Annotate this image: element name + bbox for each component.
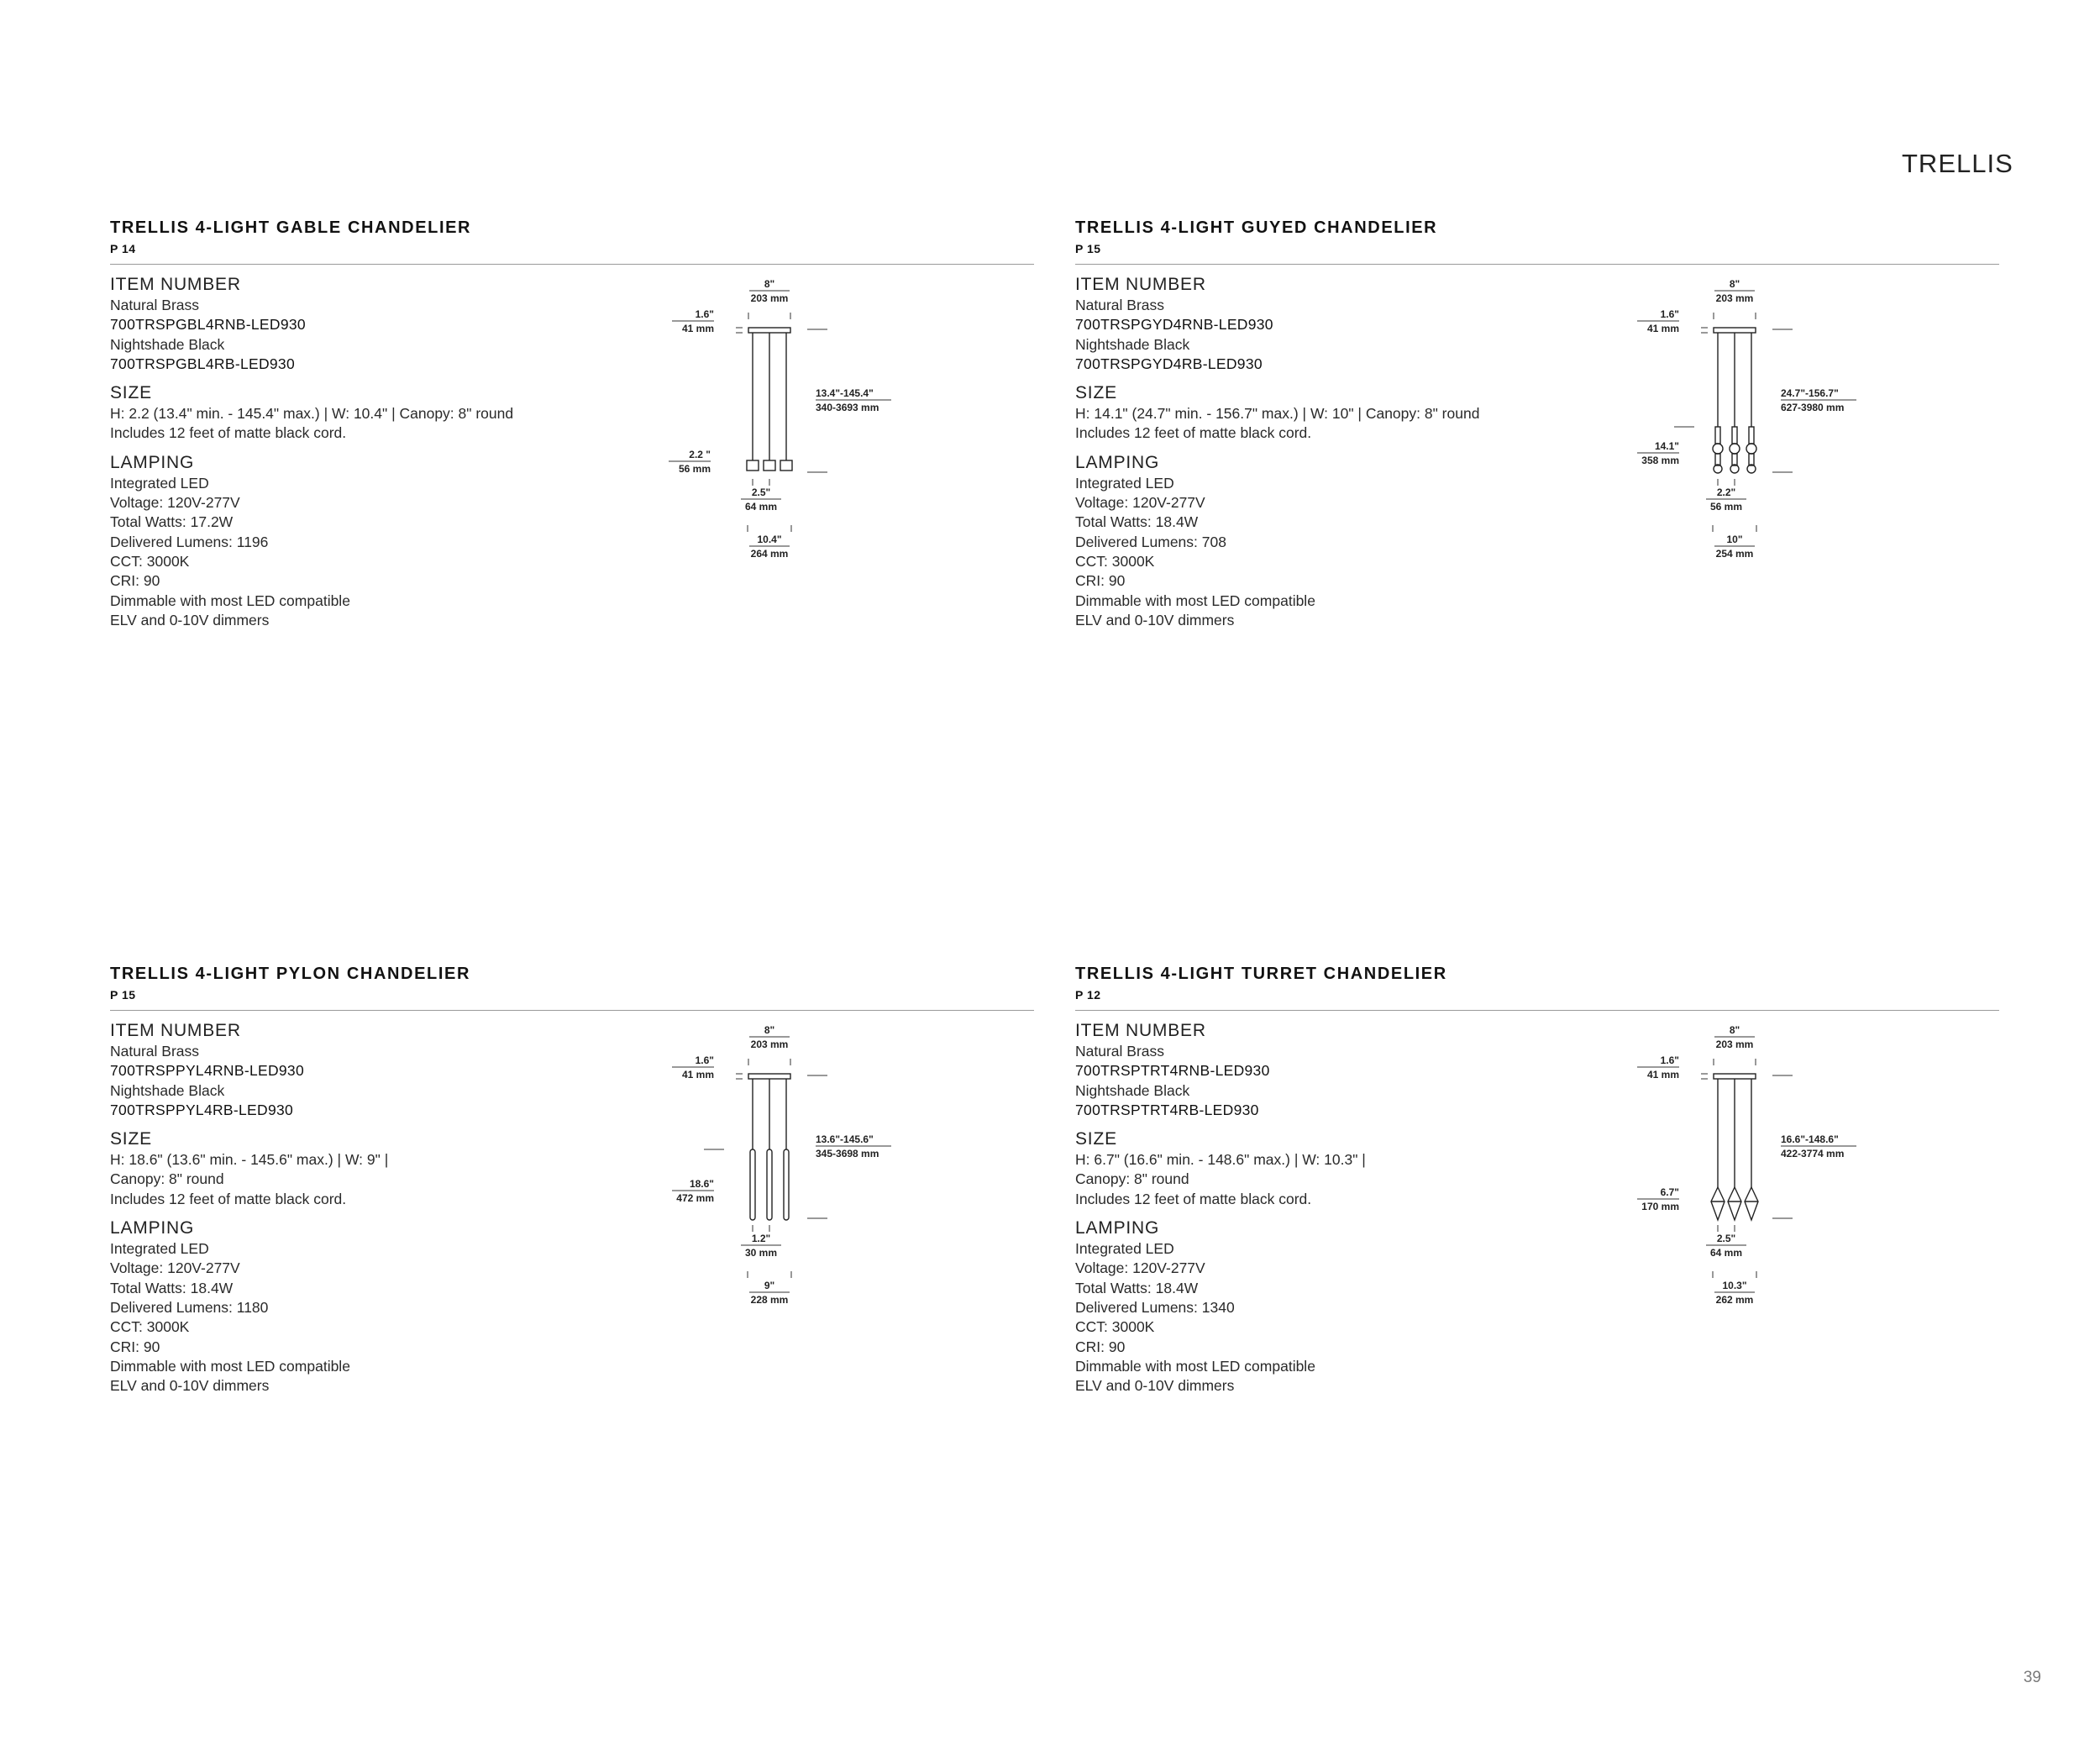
overall-height-ticks (1772, 1075, 1793, 1218)
product-page-ref: P 15 (1075, 242, 1101, 255)
lamping-line: CRI: 90 (110, 1338, 160, 1355)
product-block-pylon (110, 965, 1034, 1435)
canopy-height-dim-mm-label: 41 mm (681, 1069, 714, 1081)
lamping-line: CCT: 3000K (110, 1318, 190, 1336)
canopy-width-dim-in-label: 8" (1729, 1024, 1740, 1036)
canopy-width-dim-mm-label: 203 mm (750, 292, 789, 304)
spacer (1075, 1209, 1546, 1217)
canopy-width-dim-mm-label: 203 mm (1715, 1039, 1754, 1050)
spacing-dim-in-label: 2.5" (751, 486, 771, 498)
fixture-drawing (1711, 1074, 1758, 1220)
canopy-height-ticks (736, 328, 743, 333)
width-dim-in-label: 10" (1726, 534, 1743, 545)
spacer (110, 444, 580, 452)
lamping-line: ELV and 0-10V dimmers (1075, 611, 1235, 628)
lamping-line: ELV and 0-10V dimmers (110, 611, 270, 628)
shade-dim-mm-label: 358 mm (1641, 455, 1679, 466)
lamping-line: Total Watts: 18.4W (1075, 1279, 1199, 1296)
spacing-ticks (1718, 479, 1735, 486)
turret-shade-0 (1711, 1187, 1725, 1220)
spacing-dim-in-label: 2.5" (1716, 1233, 1736, 1244)
size-line: H: 2.2 (13.4" min. - 145.4" max.) | W: 10.4" | Canopy: 8" round (110, 405, 514, 423)
canopy-height-dim-in-label: 1.6" (1660, 1054, 1679, 1066)
lamping-line: CCT: 3000K (1075, 1318, 1155, 1336)
spacing-dim-mm-label: 56 mm (1709, 501, 1743, 513)
lamping-line: Dimmable with most LED compatible (1075, 592, 1315, 609)
spacer (110, 374, 580, 382)
size-line: Includes 12 feet of matte black cord. (110, 1190, 347, 1207)
canopy-width-ticks (1714, 1059, 1756, 1065)
canopy-width-ticks (748, 1059, 790, 1065)
size-line: H: 6.7" (16.6" min. - 148.6" max.) | W: 10.3" | (1075, 1151, 1366, 1169)
canopy-height-ticks (736, 1074, 743, 1079)
lamping-line: CRI: 90 (1075, 572, 1126, 590)
turret-shade-2 (1745, 1187, 1758, 1220)
overall-height-dim-mm-label: 422-3774 mm (1781, 1148, 1845, 1159)
dimension-drawing-turret (1546, 1015, 1845, 1326)
product-page-ref: P 15 (110, 988, 136, 1002)
dimension-drawing-guyed (1546, 269, 1845, 580)
product-title: TRELLIS 4-LIGHT TURRET CHANDELIER (1075, 965, 1447, 983)
canopy-height-ticks (1701, 328, 1708, 333)
width-dim-in-label: 9" (764, 1280, 775, 1291)
shade-dim-in-label: 14.1" (1654, 440, 1679, 452)
dimension-drawing-gable (580, 269, 879, 580)
finish-sku: 700TRSPPYL4RNB-LED930 (110, 1062, 304, 1080)
canopy-height-dim-in-label: 1.6" (695, 308, 714, 320)
lamping-line: Delivered Lumens: 1196 (110, 533, 269, 550)
product-block-gable (110, 218, 1034, 689)
size-heading: SIZE (110, 1129, 152, 1149)
lamping-line: ELV and 0-10V dimmers (110, 1377, 270, 1395)
product-block-guyed (1075, 218, 1999, 689)
finish-sku: 700TRSPTRT4RB-LED930 (1075, 1101, 1259, 1118)
size-line: Includes 12 feet of matte black cord. (1075, 424, 1312, 442)
dimension-diagram (1546, 1015, 1845, 1326)
gable-shade-1 (764, 460, 775, 471)
spacing-dim-in-label: 1.2" (751, 1233, 771, 1244)
lamping-line: Delivered Lumens: 1180 (110, 1298, 269, 1316)
finish-name: Nightshade Black (110, 1081, 225, 1099)
overall-height-ticks (807, 1075, 827, 1218)
shade-dim-in-label: 6.7" (1660, 1186, 1679, 1198)
page-number: 39 (2023, 1669, 2041, 1686)
width-dim-mm-label: 228 mm (750, 1294, 789, 1306)
spacer (110, 1120, 580, 1128)
shade-dim-mm-label: 56 mm (678, 463, 711, 475)
shade-dim-mm-label: 472 mm (676, 1192, 714, 1204)
finish-name: Natural Brass (110, 297, 200, 313)
dimension-diagram (580, 269, 879, 580)
lamping-line: CCT: 3000K (110, 552, 190, 570)
lamping-line: CRI: 90 (110, 572, 160, 590)
finish-name: Nightshade Black (1075, 1081, 1190, 1099)
canopy-shape (748, 328, 790, 333)
lamping-line: Total Watts: 17.2W (110, 513, 234, 531)
lamping-line: Voltage: 120V-277V (110, 1259, 240, 1277)
overall-height-dim-mm-label: 340-3693 mm (816, 402, 879, 413)
canopy-height-dim-mm-label: 41 mm (1646, 1069, 1679, 1081)
guyed-joint-2 (1746, 444, 1756, 454)
canopy-width-dim-mm-label: 203 mm (750, 1039, 789, 1050)
canopy-height-dim-in-label: 1.6" (695, 1054, 714, 1066)
lamping-line: Voltage: 120V-277V (110, 494, 240, 512)
canopy-shape (1714, 1074, 1756, 1079)
lamping-line: CRI: 90 (1075, 1338, 1126, 1355)
spacing-ticks (753, 479, 769, 486)
size-line: H: 18.6" (13.6" min. - 145.6" max.) | W: 9" | (110, 1151, 389, 1169)
lamping-heading: LAMPING (1075, 1218, 1160, 1238)
canopy-width-ticks (748, 313, 790, 319)
finish-sku: 700TRSPGBL4RB-LED930 (110, 355, 295, 372)
lamping-line: Voltage: 120V-277V (1075, 1259, 1205, 1277)
finish-name: Natural Brass (110, 1043, 200, 1060)
dimension-diagram (1546, 269, 1845, 580)
product-specs (1075, 1020, 1546, 1396)
overall-height-dim-mm-label: 627-3980 mm (1781, 402, 1845, 413)
item-number-heading: ITEM NUMBER (1075, 275, 1206, 294)
canopy-shape (748, 1074, 790, 1079)
lamping-line: Dimmable with most LED compatible (110, 1357, 350, 1375)
section-divider (1075, 264, 1999, 265)
item-number-heading: ITEM NUMBER (110, 275, 241, 294)
size-line: Canopy: 8" round (110, 1170, 224, 1188)
canopy-width-dim-in-label: 8" (1729, 278, 1740, 290)
size-line: H: 14.1" (24.7" min. - 156.7" max.) | W: 10" | Canopy: 8" round (1075, 405, 1480, 423)
width-ticks (748, 525, 791, 532)
product-specs (1075, 274, 1546, 630)
width-ticks (748, 1271, 791, 1278)
product-title: TRELLIS 4-LIGHT PYLON CHANDELIER (110, 965, 470, 983)
dimension-diagram (580, 1015, 879, 1326)
guyed-rod-top-2 (1749, 427, 1754, 444)
item-number-heading: ITEM NUMBER (1075, 1021, 1206, 1040)
lamping-line: Integrated LED (110, 1240, 209, 1258)
product-title: TRELLIS 4-LIGHT GABLE CHANDELIER (110, 218, 472, 237)
spacer (1075, 444, 1546, 452)
canopy-width-dim-in-label: 8" (764, 278, 775, 290)
spacer (110, 1209, 580, 1217)
pylon-rod-1 (767, 1149, 772, 1220)
lamping-line: ELV and 0-10V dimmers (1075, 1377, 1235, 1395)
fixture-drawing (747, 328, 792, 471)
canopy-shape (1714, 328, 1756, 333)
finish-sku: 700TRSPPYL4RB-LED930 (110, 1101, 294, 1118)
spacing-ticks (753, 1225, 769, 1232)
width-dim-mm-label: 262 mm (1715, 1294, 1754, 1306)
guyed-rod-bottom-2 (1749, 454, 1754, 465)
lamping-line: Delivered Lumens: 1340 (1075, 1298, 1235, 1316)
guyed-joint-0 (1713, 444, 1723, 454)
overall-height-dim-in-label: 13.4"-145.4" (816, 387, 874, 399)
lamping-line: Integrated LED (1075, 1240, 1174, 1258)
lamping-line: Dimmable with most LED compatible (110, 592, 350, 609)
section-divider (1075, 1010, 1999, 1011)
finish-name: Nightshade Black (1075, 335, 1190, 353)
lamping-line: Integrated LED (1075, 474, 1174, 492)
fixture-drawing (1713, 328, 1756, 473)
item-number-heading: ITEM NUMBER (110, 1021, 241, 1040)
pylon-rod-2 (784, 1149, 789, 1220)
shade-dim-in-label: 18.6" (689, 1178, 714, 1190)
finish-sku: 700TRSPGBL4RNB-LED930 (110, 316, 306, 334)
finish-name: Nightshade Black (110, 335, 225, 353)
spacer (1075, 1120, 1546, 1128)
width-dim-in-label: 10.4" (757, 534, 782, 545)
fixture-drawing (748, 1074, 790, 1220)
canopy-width-ticks (1714, 313, 1756, 319)
finish-sku: 700TRSPTRT4RNB-LED930 (1075, 1062, 1270, 1080)
overall-height-dim-in-label: 13.6"-145.6" (816, 1133, 874, 1145)
size-heading: SIZE (110, 383, 152, 403)
lamping-line: Dimmable with most LED compatible (1075, 1357, 1315, 1375)
gable-shade-2 (780, 460, 792, 471)
size-heading: SIZE (1075, 1129, 1117, 1149)
shade-dim-mm-label: 170 mm (1641, 1201, 1679, 1212)
product-specs (110, 1020, 580, 1396)
lamping-line: Integrated LED (110, 474, 209, 492)
guyed-joint-1 (1730, 444, 1740, 454)
spacing-dim-in-label: 2.2" (1716, 486, 1736, 498)
lamping-heading: LAMPING (1075, 452, 1160, 472)
product-page-ref: P 12 (1075, 988, 1101, 1002)
shade-dim-in-label: 2.2 " (689, 449, 711, 460)
lamping-heading: LAMPING (110, 1218, 195, 1238)
canopy-height-dim-mm-label: 41 mm (681, 323, 714, 334)
dimension-drawing-pylon (580, 1015, 879, 1326)
lamping-line: Total Watts: 18.4W (1075, 513, 1199, 531)
guyed-rod-bottom-1 (1732, 454, 1737, 465)
lamping-line: CCT: 3000K (1075, 552, 1155, 570)
spacer (1075, 374, 1546, 382)
lamping-heading: LAMPING (110, 452, 195, 472)
overall-height-dim-in-label: 24.7"-156.7" (1781, 387, 1839, 399)
width-dim-mm-label: 254 mm (1715, 548, 1754, 560)
spacing-dim-mm-label: 64 mm (744, 501, 778, 513)
guyed-rod-top-0 (1715, 427, 1720, 444)
canopy-height-dim-in-label: 1.6" (1660, 308, 1679, 320)
spacing-dim-mm-label: 64 mm (1709, 1247, 1743, 1259)
width-dim-mm-label: 264 mm (750, 548, 789, 560)
overall-height-ticks (807, 329, 827, 472)
lamping-line: Delivered Lumens: 708 (1075, 533, 1226, 550)
finish-name: Natural Brass (1075, 1043, 1165, 1060)
overall-height-dim-mm-label: 345-3698 mm (816, 1148, 879, 1159)
width-ticks (1713, 525, 1756, 532)
lamping-line: Voltage: 120V-277V (1075, 494, 1205, 512)
size-line: Canopy: 8" round (1075, 1170, 1189, 1188)
canopy-height-dim-mm-label: 41 mm (1646, 323, 1679, 334)
guyed-rod-bottom-0 (1715, 454, 1720, 465)
size-line: Includes 12 feet of matte black cord. (110, 424, 347, 442)
width-dim-in-label: 10.3" (1722, 1280, 1747, 1291)
turret-shade-1 (1728, 1187, 1741, 1220)
width-ticks (1713, 1271, 1756, 1278)
canopy-width-dim-in-label: 8" (764, 1024, 775, 1036)
section-divider (110, 1010, 1034, 1011)
product-block-turret (1075, 965, 1999, 1435)
guyed-rod-top-1 (1732, 427, 1737, 444)
size-heading: SIZE (1075, 383, 1117, 403)
canopy-width-dim-mm-label: 203 mm (1715, 292, 1754, 304)
overall-height-ticks (1772, 329, 1793, 472)
section-title: TRELLIS (1902, 149, 2013, 178)
size-line: Includes 12 feet of matte black cord. (1075, 1190, 1312, 1207)
finish-sku: 700TRSPGYD4RB-LED930 (1075, 355, 1263, 372)
canopy-height-ticks (1701, 1074, 1708, 1079)
product-page-ref: P 14 (110, 242, 136, 255)
overall-height-dim-in-label: 16.6"-148.6" (1781, 1133, 1839, 1145)
spacing-dim-mm-label: 30 mm (744, 1247, 778, 1259)
spacing-ticks (1718, 1225, 1735, 1232)
finish-name: Natural Brass (1075, 297, 1165, 313)
pylon-rod-0 (750, 1149, 755, 1220)
finish-sku: 700TRSPGYD4RNB-LED930 (1075, 316, 1273, 334)
section-divider (110, 264, 1034, 265)
product-specs (110, 274, 580, 630)
gable-shade-0 (747, 460, 759, 471)
lamping-line: Total Watts: 18.4W (110, 1279, 234, 1296)
product-title: TRELLIS 4-LIGHT GUYED CHANDELIER (1075, 218, 1438, 237)
